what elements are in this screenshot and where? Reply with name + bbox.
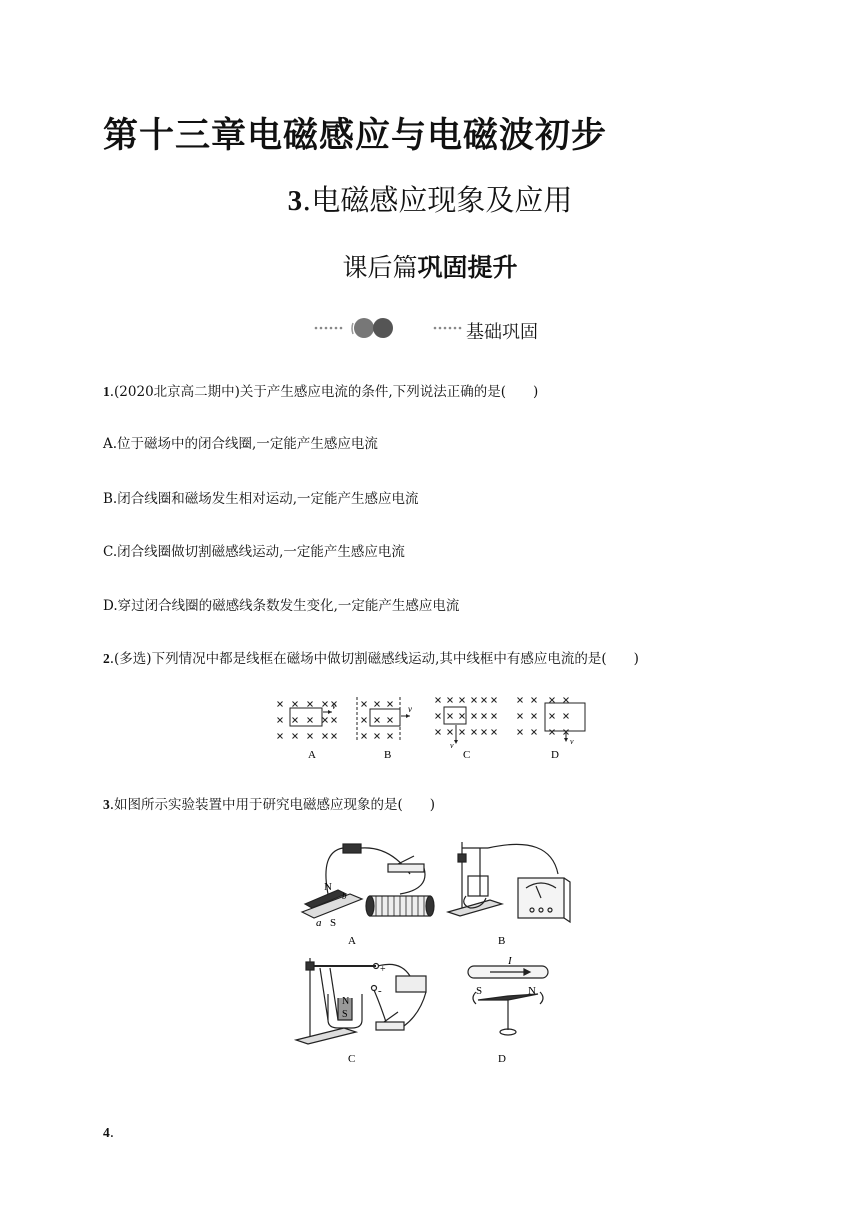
field-cross	[460, 714, 465, 719]
field-cross	[550, 714, 555, 719]
question-3-number: 3	[103, 797, 110, 812]
question-1-option-a: A.位于磁场中的闭合线圈,一定能产生感应电流	[103, 436, 378, 452]
field-cross	[362, 734, 367, 739]
apparatus-c-battery	[396, 976, 426, 992]
field-cross	[323, 718, 328, 723]
field-cross	[278, 734, 283, 739]
figure-label-a: A	[308, 749, 316, 761]
field-cross	[482, 714, 487, 719]
question-2-number: 2	[103, 651, 110, 666]
field-cross	[532, 714, 537, 719]
question-1-text: .(2020北京高二期中)关于产生感应电流的条件,下列说法正确的是( )	[109, 384, 539, 400]
question-3-text: .如图所示实验装置中用于研究电磁感应现象的是( )	[109, 797, 436, 813]
apparatus-d-n-label: N	[528, 985, 536, 997]
field-cross	[460, 698, 465, 703]
apparatus-a-a-label: a	[316, 917, 322, 929]
field-cross	[550, 698, 555, 703]
question-2-stem	[103, 647, 639, 667]
field-cross	[362, 718, 367, 723]
sub-title-bold: 巩固提升	[417, 253, 518, 282]
field-cross	[436, 730, 441, 735]
field-cross	[332, 734, 337, 739]
velocity-label-c: v	[450, 741, 454, 750]
question-4-stem	[103, 1125, 114, 1141]
field-cross	[564, 714, 569, 719]
figure3-label-c: C	[348, 1053, 356, 1065]
field-cross	[448, 714, 453, 719]
question-1-option-b: B.闭合线圈和磁场发生相对运动,一定能产生感应电流	[103, 491, 419, 507]
apparatus-c-plus: +	[380, 964, 386, 975]
field-cross	[388, 734, 393, 739]
field-cross	[460, 730, 465, 735]
figure-label-c: C	[463, 749, 471, 761]
section-title	[0, 178, 860, 219]
apparatus-a-s-label: S	[330, 917, 337, 929]
sub-title-plain: 课后篇	[342, 253, 418, 282]
field-cross	[532, 730, 537, 735]
field-cross	[518, 714, 523, 719]
field-cross	[492, 730, 497, 735]
velocity-label-b: v	[408, 704, 412, 714]
question-3-stem	[103, 793, 435, 813]
apparatus-a-n-label: N	[324, 881, 332, 893]
field-cross	[375, 702, 380, 707]
frame-a	[290, 708, 322, 726]
section-number: 3	[287, 185, 303, 217]
question-1-option-d: D.穿过闭合线圈的磁感线条数发生变化,一定能产生感应电流	[103, 598, 460, 614]
field-cross	[518, 698, 523, 703]
apparatus-c-minus: -	[378, 985, 382, 997]
field-cross	[472, 698, 477, 703]
field-cross	[518, 730, 523, 735]
apparatus-d-s-label: S	[476, 985, 483, 997]
apparatus-c-n-label: N	[342, 996, 350, 1007]
figure3-label-a: A	[348, 935, 356, 947]
field-cross	[308, 718, 313, 723]
apparatus-a-meter	[343, 844, 361, 853]
velocity-label-a: v	[332, 701, 336, 711]
field-cross	[323, 734, 328, 739]
field-cross	[278, 702, 283, 707]
section-title-text: .电磁感应现象及应用	[302, 183, 573, 217]
field-cross	[375, 734, 380, 739]
field-cross	[482, 698, 487, 703]
field-cross	[472, 730, 477, 735]
field-cross	[332, 718, 337, 723]
section-label	[313, 315, 553, 345]
field-cross	[550, 730, 555, 735]
figure3-label-b: B	[498, 935, 506, 947]
apparatus-a-b-label: b	[342, 891, 347, 901]
section-label-text: 基础巩固	[466, 322, 538, 343]
field-cross	[375, 718, 380, 723]
question-3-figure	[290, 834, 580, 1066]
field-cross	[436, 714, 441, 719]
field-cross	[362, 702, 367, 707]
field-cross	[472, 714, 477, 719]
field-cross	[293, 734, 298, 739]
question-1-stem	[103, 380, 538, 400]
field-cross	[308, 734, 313, 739]
field-cross	[388, 702, 393, 707]
field-cross	[482, 730, 487, 735]
field-cross	[492, 698, 497, 703]
field-cross	[293, 702, 298, 707]
field-cross	[323, 702, 328, 707]
field-cross	[436, 698, 441, 703]
field-cross	[278, 718, 283, 723]
field-cross	[448, 730, 453, 735]
field-cross	[293, 718, 298, 723]
field-cross	[564, 698, 569, 703]
question-1-option-c: C.闭合线圈做切割磁感线运动,一定能产生感应电流	[103, 544, 405, 560]
question-2-text: .(多选)下列情况中都是线框在磁场中做切割磁感线运动,其中线框中有感应电流的是( )	[109, 651, 639, 667]
question-4-number: 4	[103, 1125, 110, 1140]
figure-label-b: B	[384, 749, 392, 761]
question-2-figure	[270, 692, 600, 764]
figure3-label-d: D	[498, 1053, 506, 1065]
field-cross	[532, 698, 537, 703]
question-4-text: .	[109, 1125, 115, 1141]
field-cross	[448, 698, 453, 703]
field-cross	[308, 702, 313, 707]
velocity-label-d: v	[570, 737, 574, 746]
sub-title	[0, 248, 860, 284]
apparatus-c-s-label: S	[342, 1009, 348, 1020]
apparatus-d-i-label: I	[508, 955, 512, 967]
field-cross	[388, 718, 393, 723]
question-1-number: 1	[103, 384, 110, 399]
figure-label-d: D	[551, 749, 559, 761]
chapter-title: 第十三章电磁感应与电磁波初步	[103, 116, 608, 156]
field-cross	[492, 714, 497, 719]
